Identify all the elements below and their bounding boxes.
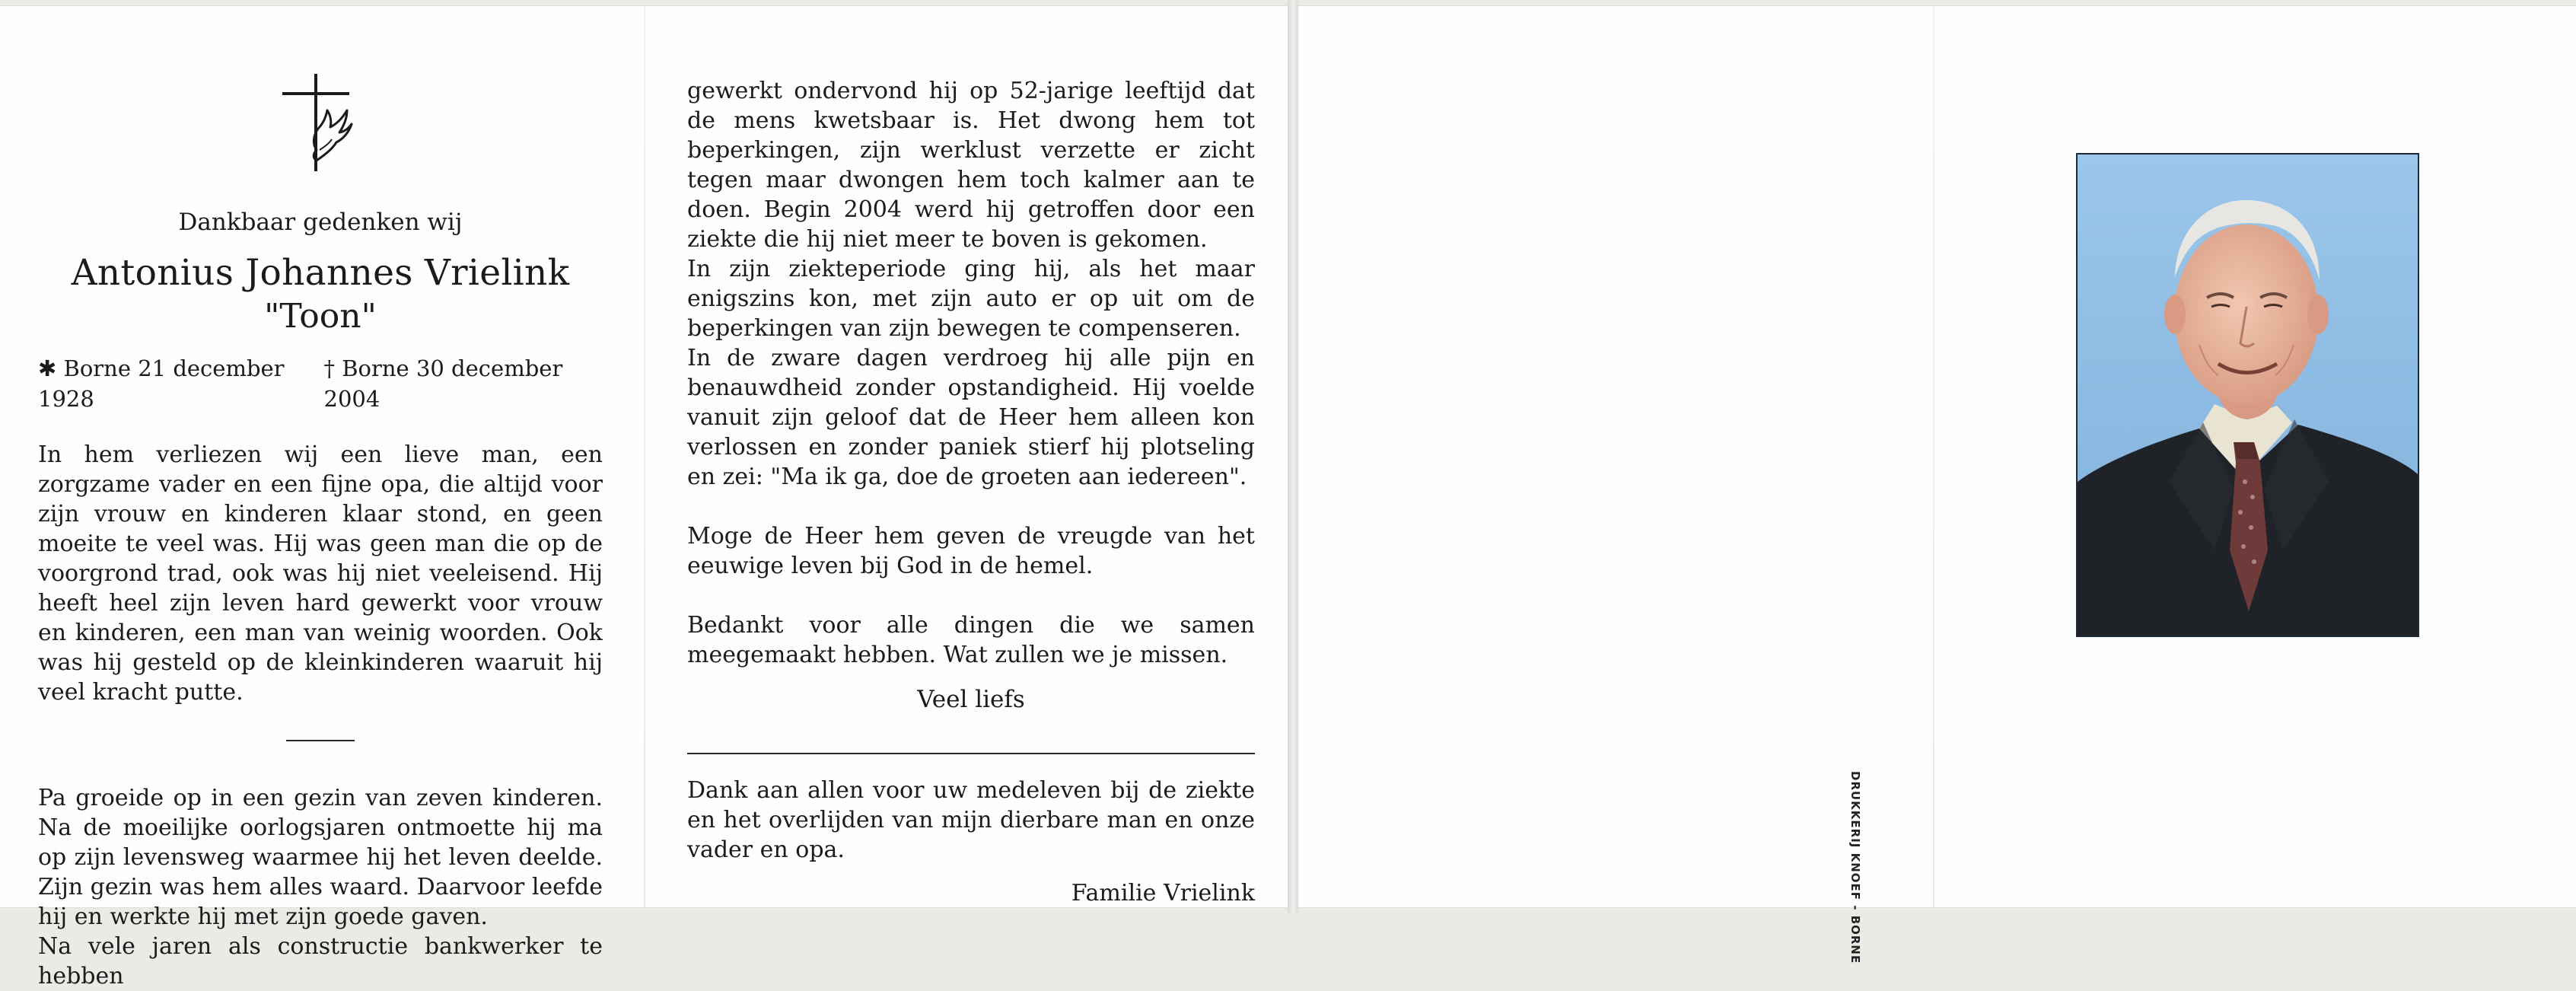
deceased-name: Antonius Johannes Vrielink xyxy=(71,252,570,294)
cross-dove-icon xyxy=(279,71,362,177)
center-fold xyxy=(644,6,645,907)
paragraph-work: gewerkt ondervond hij op 52-jarige leeftijd dat de mens kwetsbaar is. Het dwong hem tot beperkingen, zijn werklust verzette er zicht tegen maar dwongen hem toch kalmer aan te doen. Begin 2004 werd hij getroffen door een ziekte die hij niet meer te boven is gekomen. xyxy=(687,78,1255,253)
paragraph-family: Pa groeide op in een gezin van zeven kinderen. Na de moeilijke oorlogsjaren ontmoette hij ma op zijn levensweg waarmee hij het leven deelde. Zijn gezin was hem alles waard. Daarvoor leefde hij en werkte hij met zijn goede gaven. xyxy=(38,785,603,930)
portrait-illustration xyxy=(2078,155,2418,636)
portrait-photo xyxy=(2076,153,2419,637)
deceased-nickname: "Toon" xyxy=(264,297,377,336)
paragraph-thanks-memories: Bedankt voor alle dingen die we samen meegemaakt hebben. Wat zullen we je missen. xyxy=(687,612,1255,668)
closing-line: Veel liefs xyxy=(917,686,1025,713)
death-date: † Borne 30 december 2004 xyxy=(323,355,563,412)
card-gap xyxy=(1288,0,1298,913)
paragraph-work-start: Na vele jaren als constructie bankwerker te hebben xyxy=(38,933,603,989)
middle-panel xyxy=(687,76,1255,908)
intro-line: Dankbaar gedenken wij xyxy=(178,209,463,236)
left-panel xyxy=(38,71,603,991)
birth-date: ✱ Borne 21 december 1928 xyxy=(38,355,285,412)
paragraph-prayer: Moge de Heer hem geven de vreugde van het eeuwige leven bij God in de hemel. xyxy=(687,523,1255,579)
back-fold xyxy=(1933,6,1934,907)
paragraph-last-days: In de zware dagen verdroeg hij alle pijn en benauwdheid zonder opstandigheid. Hij voelde vanuit zijn geloof dat de Heer hem alleen kon verlossen en zonder paniek stierf hij plotseling en zei: "Ma ik ga, doe de groeten aan iedereen". xyxy=(687,345,1255,490)
life-dates xyxy=(38,353,603,414)
family-signature: Familie Vrielink xyxy=(1071,880,1255,907)
acknowledgement: Dank aan allen voor uw medeleven bij de ziekte en het overlijden van mijn dierbare man en onze vader en opa. xyxy=(687,777,1255,863)
card-back-spread xyxy=(1298,6,2576,964)
horizontal-rule xyxy=(687,753,1255,754)
paragraph-intro: In hem verliezen wij een lieve man, een zorgzame vader en een fijne opa, die altijd voor zijn vrouw en kinderen klaar stond, en geen moeite te veel was. Hij was geen man die op de voorgrond trad, ook was hij niet veeleisend. Hij heeft heel zijn leven hard gewerkt voor vrouw en kinderen, een man van weinig woorden. Ook was hij gesteld op de kleinkinderen waaruit hij veel kracht putte. xyxy=(38,441,603,706)
short-divider xyxy=(286,740,355,741)
paragraph-illness: In zijn ziekteperiode ging hij, als het maar enigszins kon, met zijn auto er op uit om de beperkingen van zijn bewegen te compenseren. xyxy=(687,256,1255,342)
card-inside-spread xyxy=(0,6,1288,989)
printer-imprint: DRUKKERIJ KNOEF - BORNE xyxy=(1848,771,1862,964)
